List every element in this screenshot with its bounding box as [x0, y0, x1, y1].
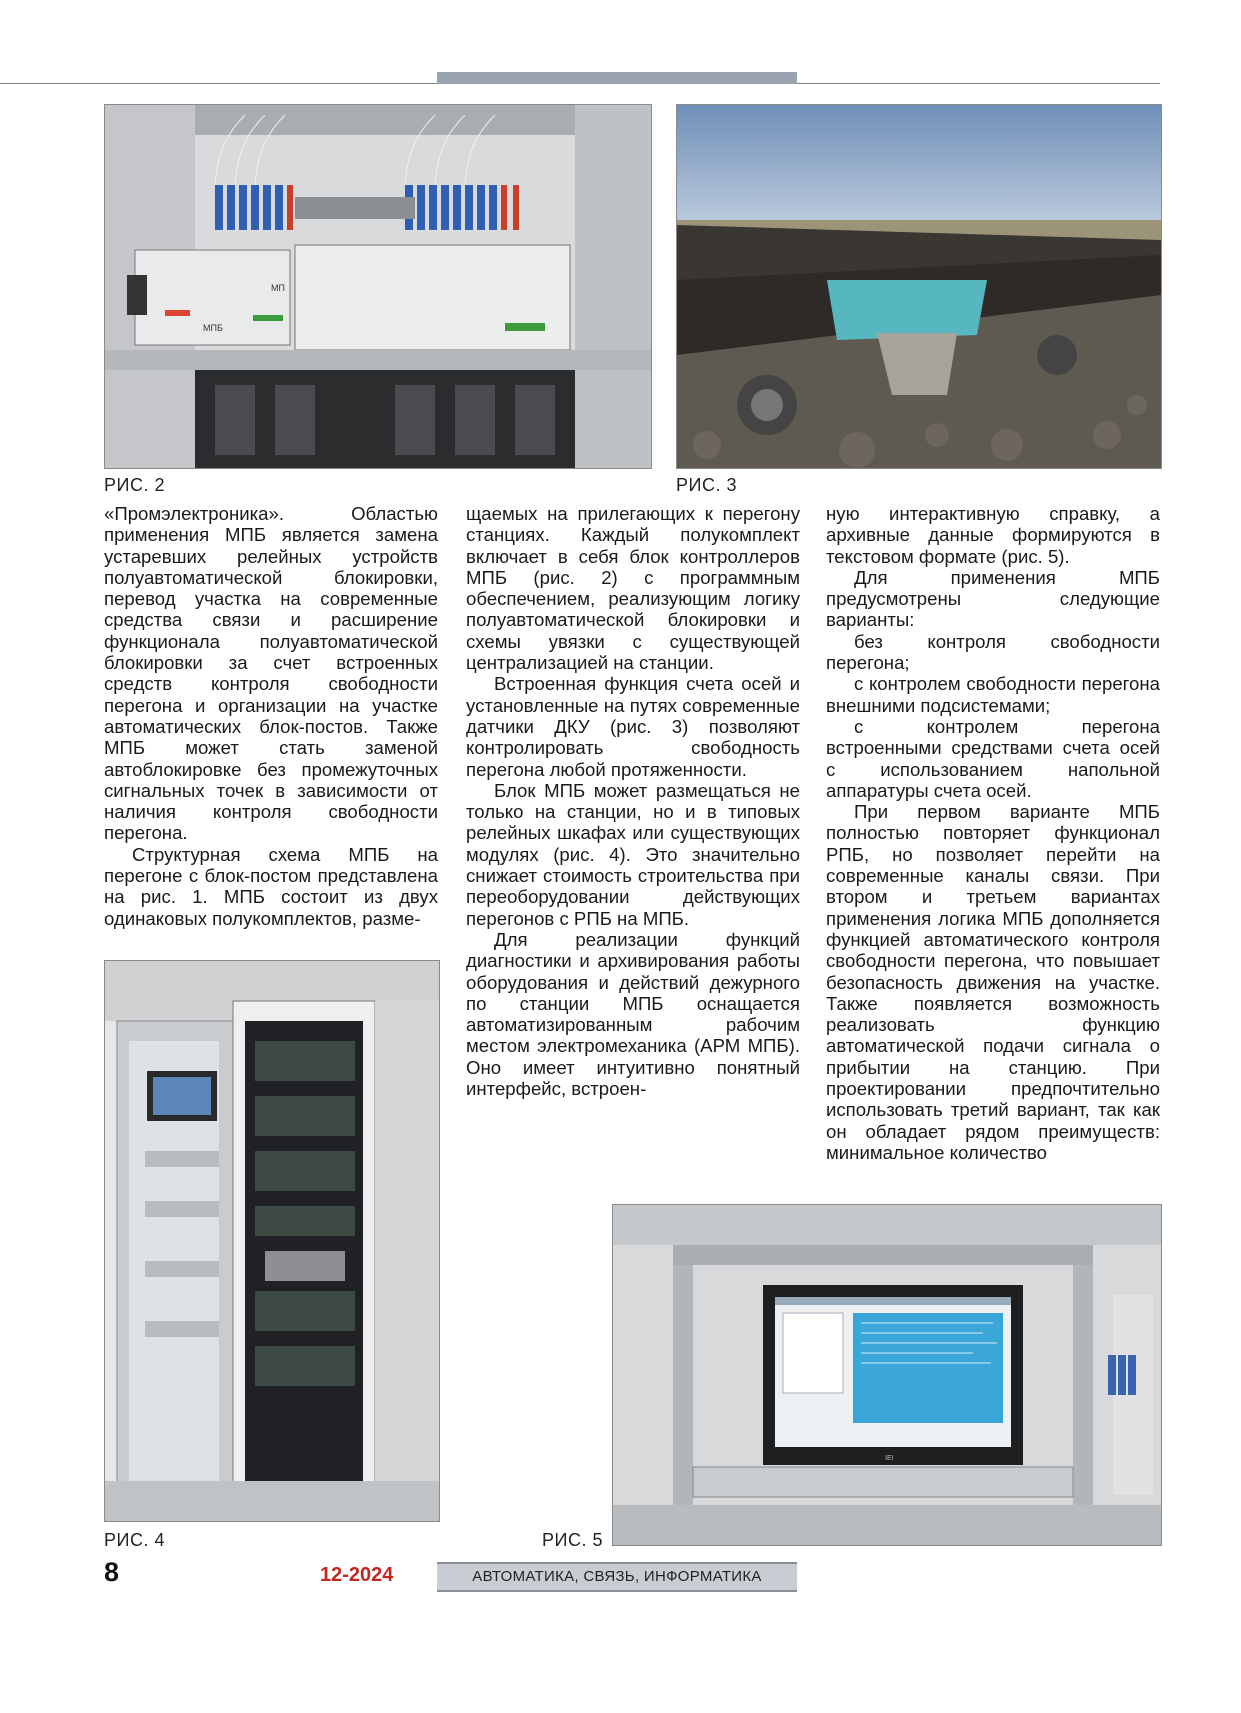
paragraph: Встроенная функция счета осей и установленные на путях современные датчики ДКУ (рис. 3) позволяют контролировать свободность перегона любой протяженности. [466, 673, 800, 780]
text-column-right [826, 503, 1160, 1163]
header-bar [437, 72, 797, 84]
paragraph: При первом варианте МПБ полностью повторяет функционал РПБ, но позволяет перейти на современные каналы связи. При втором и третьем вариантах применения логика МПБ дополняется функцией автоматического контроля свободности перегона, что повышает безопасность движения на участке. Также появляется возможность реализовать функцию автоматической подачи сигнала о прибытии на станцию. При проектировании предпочтительно использовать третий вариант, так как он обладает рядом преимуществ: минимальное количество [826, 801, 1160, 1163]
list-item: с контролем свободности перегона внешними подсистемами; [826, 673, 1160, 716]
paragraph: Структурная схема МПБ на перегоне с блок-постом представлена на рис. 1. МПБ состоит из двух одинаковых полукомплектов, разме- [104, 843, 438, 929]
panel-label-mp: МП [271, 283, 285, 293]
paragraph: Для применения МПБ предусмотрены следующие варианты: [826, 566, 1160, 631]
monitor-brand-label: IEI [885, 1455, 894, 1462]
paragraph: щаемых на прилегающих к перегону станциях. Каждый полукомплект включает в себя блок контроллеров МПБ (рис. 2) с программным обеспечением, реализующим логику полуавтоматической блокировки и схемы увязки с существующей централизацией на станции. [466, 503, 800, 674]
page-number: 8 [104, 1557, 120, 1587]
figure-3-photo [676, 104, 1162, 469]
paragraph: ную интерактивную справку, а архивные данные формируются в текстовом формате (рис. 5). [826, 503, 1160, 567]
paragraph: «Промэлектроника». Областью применения МПБ является замена устаревших релейных устройств полуавтоматической блокировки, перевод участка на современные средства связи и расширение функционала полуавтоматической блокировки за счет встроенных средств контроля свободности перегона и организации на участке автоматических блок-постов. Также МПБ может стать заменой автоблокировке без промежуточных сигнальных точек в зависимости от наличия контроля свободности перегона. [104, 503, 438, 844]
text-column-middle [466, 503, 800, 1099]
figure-4-caption: РИС. 4 [104, 1530, 165, 1550]
figure-5-caption: РИС. 5 [542, 1530, 603, 1550]
figure-2-photo [104, 104, 652, 469]
list-item: с контролем перегона встроенными средствами счета осей с использованием напольной аппаратуры счета осей. [826, 715, 1160, 801]
figure-5-photo [612, 1204, 1162, 1546]
paragraph: Блок МПБ может размещаться не только на станции, но и в типовых релейных шкафах или существующих модулях (рис. 4). Это значительно снижает стоимость строительства при переоборудовании действующих перегонов с РПБ на МПБ. [466, 779, 800, 929]
list-item: без контроля свободности перегона; [826, 630, 1160, 674]
figure-2-caption: РИС. 2 [104, 475, 165, 495]
issue-number: 12-2024 [320, 1564, 394, 1586]
figure-4-photo [104, 960, 440, 1522]
paragraph: Для реализации функций диагностики и архивирования работы оборудования и действий дежурного по станции МПБ оснащается автоматизированным рабочим местом электромеханика (АРМ МПБ). Оно имеет интуитивно понятный интерфейс, встроен- [466, 928, 800, 1100]
panel-label-mpb: МПБ [203, 323, 223, 333]
figure-3-caption: РИС. 3 [676, 475, 737, 495]
journal-title: АВТОМАТИКА, СВЯЗЬ, ИНФОРМАТИКА [472, 1568, 762, 1585]
text-column-left [104, 503, 438, 929]
